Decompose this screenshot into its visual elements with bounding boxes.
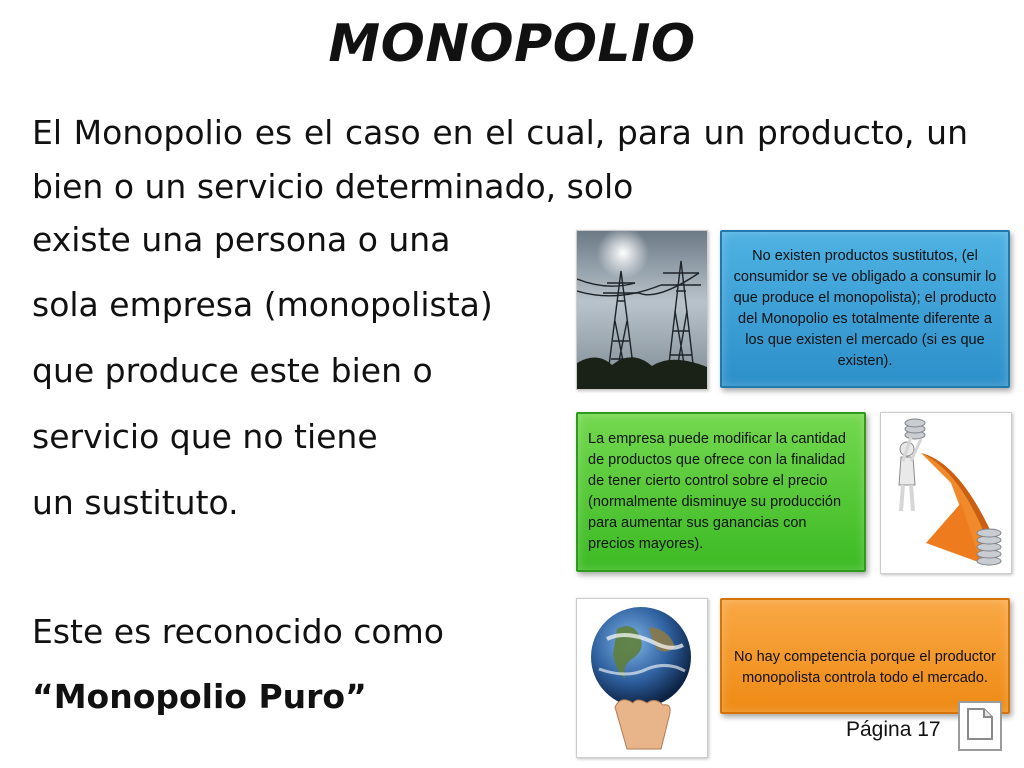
figure-coins-image bbox=[880, 412, 1012, 574]
card-green-text: La empresa puede modificar la cantidad de productos que ofrece con la finalidad de tener cierto control sobre el precio (normalmente disminuye su producción para aumentar sus ganancias con precios mayores). bbox=[588, 431, 846, 552]
slide-title: MONOPOLIO bbox=[328, 14, 696, 74]
card-blue-text: No existen productos sustitutos, (el consumidor se ve obligado a consumir lo que produce el monopolista); el producto del Monopolio es totalmente diferente a los que existen el mercado (si es que existen). bbox=[733, 248, 997, 369]
body-line-2: sola empresa (monopolista) bbox=[32, 285, 493, 324]
document-page-icon bbox=[966, 707, 994, 745]
card-orange-text: No hay competencia porque el productor monopolista controla todo el mercado. bbox=[734, 649, 996, 686]
body-line-1: existe una persona o una bbox=[32, 220, 451, 259]
body-line-5: un sustituto. bbox=[32, 483, 239, 522]
closing-line-1: Este es reconocido como bbox=[32, 612, 444, 651]
card-quantity-control bbox=[576, 412, 866, 572]
page-button[interactable] bbox=[958, 701, 1002, 751]
card-no-competition bbox=[720, 598, 1010, 714]
globe-hand-image bbox=[576, 598, 708, 758]
closing-line-2: “Monopolio Puro” bbox=[32, 677, 367, 716]
body-line-4: servicio que no tiene bbox=[32, 417, 378, 456]
power-towers-image bbox=[576, 230, 708, 390]
intro-paragraph: El Monopolio es el caso en el cual, para un producto, un bien o un servicio determinado, solo bbox=[32, 113, 968, 206]
page-number: Página 17 bbox=[846, 718, 941, 741]
card-no-substitutes bbox=[720, 230, 1010, 388]
body-line-3: que produce este bien o bbox=[32, 351, 433, 390]
